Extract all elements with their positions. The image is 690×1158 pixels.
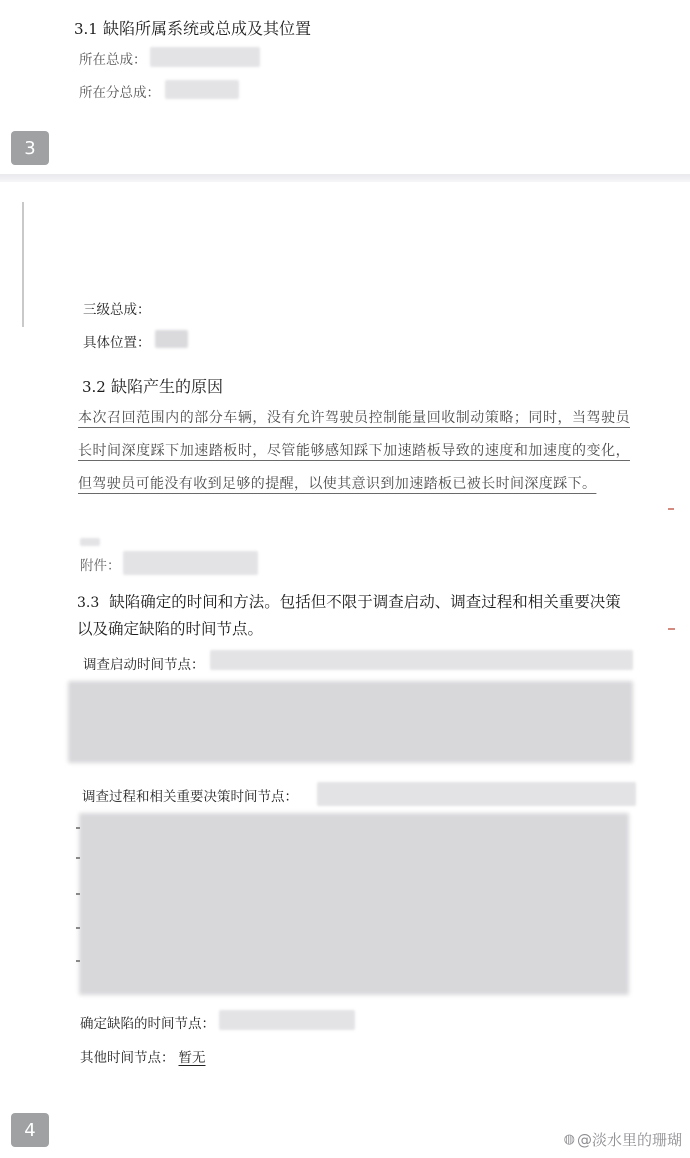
section-3-3-paragraph bbox=[77, 589, 622, 642]
sub-assembly-value-redacted bbox=[165, 80, 239, 99]
list-dash bbox=[76, 857, 80, 859]
weibo-watermark bbox=[564, 1129, 682, 1150]
defect-confirmed-value-redacted bbox=[219, 1010, 355, 1030]
small-redaction bbox=[80, 538, 100, 546]
attachment-value-redacted bbox=[123, 551, 258, 575]
scan-margin-line bbox=[22, 202, 24, 327]
section-3-2-number: 3.2 bbox=[82, 378, 106, 396]
list-dash bbox=[76, 927, 80, 929]
sub-assembly-label: 所在分总成： bbox=[79, 85, 160, 101]
other-time-label-text: 其他时间节点： bbox=[80, 1050, 175, 1066]
tertiary-assembly-label: 三级总成： bbox=[83, 302, 151, 318]
watermark-text: @淡水里的珊瑚 bbox=[576, 1131, 682, 1149]
section-3-1-heading bbox=[74, 16, 311, 39]
position-value-redacted bbox=[155, 330, 188, 348]
other-time-label bbox=[80, 1046, 206, 1066]
assembly-value-redacted bbox=[150, 47, 260, 67]
section-3-2-title: 缺陷产生的原因 bbox=[110, 377, 223, 396]
scan-edge-mark bbox=[668, 508, 674, 510]
investigation-start-value-redacted bbox=[210, 650, 633, 670]
investigation-start-details-redacted bbox=[68, 681, 633, 763]
list-dash bbox=[76, 827, 80, 829]
section-3-3-text: 缺陷确定的时间和方法。包括但不限于调查启动、调查过程和相关重要决策以及确定缺陷的时间节点。 bbox=[77, 593, 621, 638]
weibo-icon: ◍ bbox=[563, 1132, 575, 1147]
section-3-3-number: 3.3 bbox=[77, 595, 100, 611]
page-badge: 4 bbox=[11, 1113, 49, 1147]
section-3-1-title: 缺陷所属系统或总成及其位置 bbox=[102, 19, 311, 38]
section-3-2-heading bbox=[82, 374, 223, 397]
section-3-1-number: 3.1 bbox=[74, 20, 98, 38]
list-dash bbox=[76, 960, 80, 962]
other-time-value: 暂无 bbox=[178, 1050, 206, 1066]
list-dash bbox=[76, 893, 80, 895]
investigation-process-details-redacted bbox=[79, 813, 629, 995]
assembly-label: 所在总成： bbox=[79, 52, 147, 68]
document-page-3 bbox=[0, 0, 690, 174]
scan-edge-mark bbox=[668, 628, 675, 630]
page-separator bbox=[0, 174, 690, 182]
page-badge: 3 bbox=[11, 131, 49, 165]
defect-confirmed-label: 确定缺陷的时间节点： bbox=[80, 1016, 215, 1032]
investigation-start-label: 调查启动时间节点： bbox=[83, 657, 205, 673]
investigation-process-label: 调查过程和相关重要决策时间节点： bbox=[82, 789, 298, 805]
attachment-label: 附件： bbox=[80, 558, 121, 574]
defect-cause-paragraph: 本次召回范围内的部分车辆，没有允许驾驶员控制能量回收制动策略；同时，当驾驶员长时间深度踩下加速踏板时，尽管能够感知踩下加速踏板导致的速度和加速度的变化，但驾驶员可能没有收到足够的提醒，以使其意识到加速踏板已被长时间深度踩下。 bbox=[78, 410, 630, 492]
investigation-process-value-redacted bbox=[317, 782, 636, 806]
position-label: 具体位置： bbox=[83, 335, 151, 351]
